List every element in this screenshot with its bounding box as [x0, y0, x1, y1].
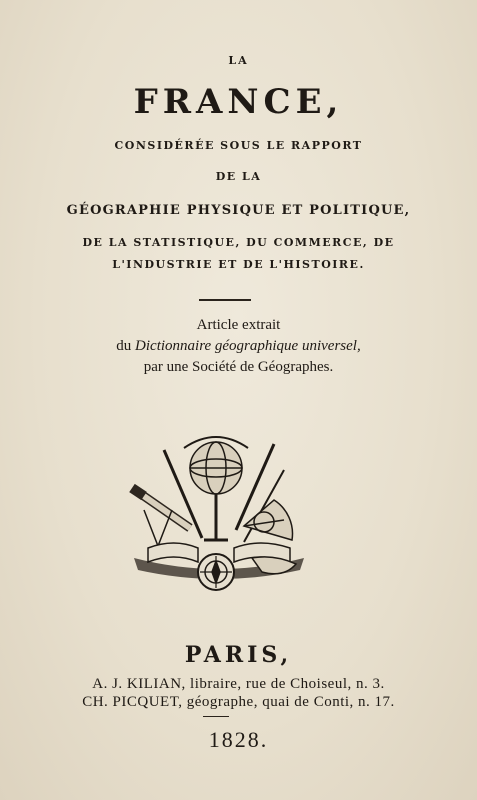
imprint-divider [203, 716, 229, 717]
subtitle-line-1: CONSIDÉRÉE SOUS LE RAPPORT [114, 139, 363, 152]
subtitle-line-4: DE LA STATISTIQUE, DU COMMERCE, DE [82, 236, 395, 249]
extract-line-3: par une Société de Géographes. [143, 359, 334, 375]
imprint-publisher-1: A. J. KILIAN, libraire, rue de Choiseul, n. 3. [92, 676, 385, 692]
subtitle-line-5: L'INDUSTRIE ET DE L'HISTOIRE. [112, 258, 365, 271]
title-article: LA [228, 54, 249, 67]
globe-instruments-vignette-icon [124, 430, 314, 602]
imprint-city: PARIS, [184, 642, 293, 668]
subtitle-line-3: GÉOGRAPHIE PHYSIQUE ET POLITIQUE, [66, 203, 411, 218]
dictionary-title: Dictionnaire géographique universel, [135, 338, 361, 354]
page-title: FRANCE, [133, 82, 344, 122]
divider-rule [199, 299, 251, 301]
extract-line-2-prefix: du [116, 338, 132, 354]
imprint-year: 1828. [208, 727, 269, 752]
extract-line-2 [0, 338, 477, 355]
imprint-publisher-2: CH. PICQUET, géographe, quai de Conti, n. 17. [82, 694, 395, 710]
subtitle-line-2: DE LA [215, 170, 262, 183]
extract-line-1: Article extrait [196, 317, 281, 333]
